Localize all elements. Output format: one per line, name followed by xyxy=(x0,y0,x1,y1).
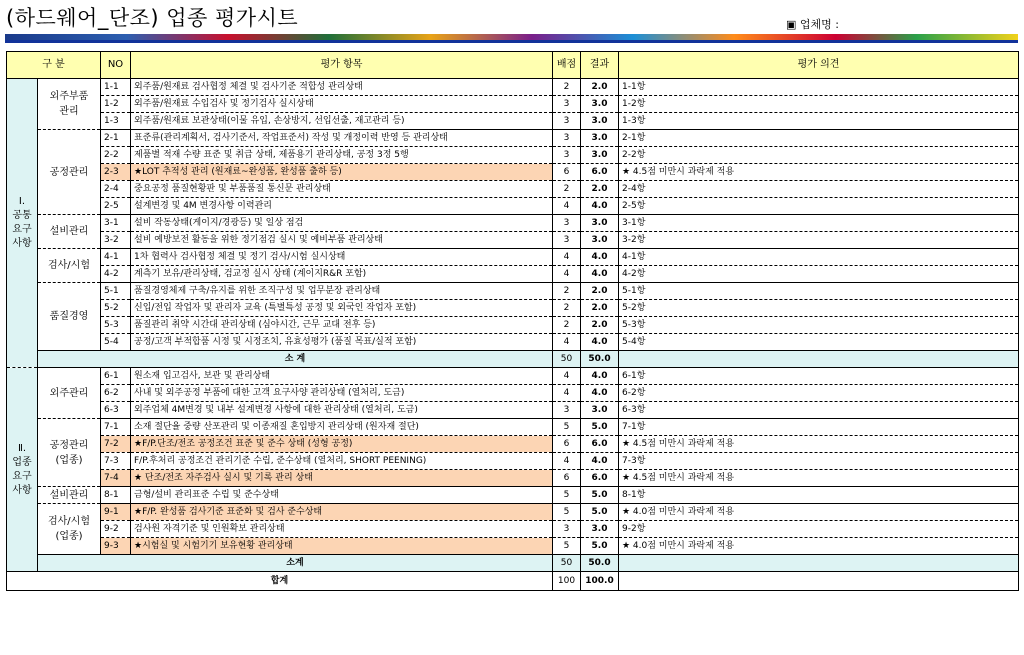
item-result: 5.0 xyxy=(581,419,619,436)
item-result: 3.0 xyxy=(581,147,619,164)
item-result: 3.0 xyxy=(581,113,619,130)
table-row xyxy=(7,487,1019,504)
table-row xyxy=(7,96,1019,113)
table-row xyxy=(7,385,1019,402)
item-number: 4-1 xyxy=(101,249,131,266)
group-label: 공정관리 xyxy=(38,130,101,215)
evaluation-item: 공정/고객 부적합품 시정 및 시정조치, 유효성평가 (품질 목표/실적 포함) xyxy=(131,334,553,351)
item-opinion: 2-4항 xyxy=(619,181,1019,198)
item-result: 4.0 xyxy=(581,368,619,385)
subtotal-score: 50 xyxy=(553,351,581,368)
subtotal-row xyxy=(7,351,1019,368)
group-label: 설비관리 xyxy=(38,215,101,249)
evaluation-item: 외주업체 4M변경 및 내부 설계변경 사항에 대한 관리상태 (열처리, 도금) xyxy=(131,402,553,419)
item-score: 6 xyxy=(553,164,581,181)
item-result: 3.0 xyxy=(581,232,619,249)
item-score: 2 xyxy=(553,181,581,198)
item-number: 2-1 xyxy=(101,130,131,147)
table-row xyxy=(7,130,1019,147)
item-result: 4.0 xyxy=(581,266,619,283)
item-number: 5-2 xyxy=(101,300,131,317)
item-result: 4.0 xyxy=(581,453,619,470)
evaluation-table xyxy=(6,51,1019,591)
evaluation-item: 중요공정 품질현황판 및 부품품질 통신문 관리상태 xyxy=(131,181,553,198)
item-opinion: 6-3항 xyxy=(619,402,1019,419)
section-label: Ⅱ. 업종 요구 사항 xyxy=(7,368,38,572)
table-row xyxy=(7,147,1019,164)
item-score: 6 xyxy=(553,470,581,487)
group-label: 설비관리 xyxy=(38,487,101,504)
item-opinion: 5-3항 xyxy=(619,317,1019,334)
item-number: 5-1 xyxy=(101,283,131,300)
item-score: 3 xyxy=(553,521,581,538)
item-opinion: 5-4항 xyxy=(619,334,1019,351)
evaluation-item: 품질경영체제 구축/유지를 위한 조직구성 및 업무분장 관리상태 xyxy=(131,283,553,300)
item-score: 4 xyxy=(553,198,581,215)
item-result: 4.0 xyxy=(581,198,619,215)
evaluation-item: 검사원 자격기준 및 인원확보 관리상태 xyxy=(131,521,553,538)
subtotal-label: 소 계 xyxy=(38,351,553,368)
item-number: 7-4 xyxy=(101,470,131,487)
item-number: 5-4 xyxy=(101,334,131,351)
item-score: 5 xyxy=(553,538,581,555)
evaluation-item: 외주품/원재료 수입검사 및 정기검사 실시상태 xyxy=(131,96,553,113)
item-opinion: 7-3항 xyxy=(619,453,1019,470)
item-number: 9-2 xyxy=(101,521,131,538)
item-number: 9-1 xyxy=(101,504,131,521)
table-row xyxy=(7,249,1019,266)
evaluation-item: 설비 예방보전 활동을 위한 정기점검 실시 및 예비부품 관리상태 xyxy=(131,232,553,249)
item-opinion: 8-1항 xyxy=(619,487,1019,504)
evaluation-item: ★F/P.단조/전조 공정조건 표준 및 준수 상태 (성형 공정) xyxy=(131,436,553,453)
table-row xyxy=(7,215,1019,232)
item-number: 7-2 xyxy=(101,436,131,453)
item-number: 2-2 xyxy=(101,147,131,164)
item-opinion: 4-1항 xyxy=(619,249,1019,266)
table-row xyxy=(7,181,1019,198)
table-row xyxy=(7,470,1019,487)
evaluation-item: 사내 및 외주공정 부품에 대한 고객 요구사양 관리상태 (열처리, 도금) xyxy=(131,385,553,402)
item-score: 3 xyxy=(553,96,581,113)
item-number: 3-2 xyxy=(101,232,131,249)
item-score: 4 xyxy=(553,249,581,266)
evaluation-item: ★F/P. 완성품 검사기준 표준화 및 검사 준수상태 xyxy=(131,504,553,521)
table-row xyxy=(7,504,1019,521)
evaluation-item: 품질관리 취약 시간대 관리상태 (심야시간, 근무 교대 전후 등) xyxy=(131,317,553,334)
col-header-item: 평가 항목 xyxy=(131,52,553,79)
item-opinion: 4-2항 xyxy=(619,266,1019,283)
item-opinion: 5-2항 xyxy=(619,300,1019,317)
item-number: 1-2 xyxy=(101,96,131,113)
group-label: 공정관리 (업종) xyxy=(38,419,101,487)
evaluation-item: 외주품/원재료 검사협정 체결 및 검사기준 적합성 관리상태 xyxy=(131,79,553,96)
section-label: Ⅰ. 공통 요구 사항 xyxy=(7,79,38,368)
subtotal-opinion xyxy=(619,555,1019,572)
item-score: 5 xyxy=(553,487,581,504)
total-result: 100.0 xyxy=(581,572,619,591)
item-number: 6-3 xyxy=(101,402,131,419)
item-result: 4.0 xyxy=(581,334,619,351)
evaluation-item: 외주품/원재료 보관상태(이물 유입, 손상방지, 선입선출, 재고관리 등) xyxy=(131,113,553,130)
evaluation-item: F/P.후처리 공정조건 관리기준 수립, 준수상태 (열처리, SHORT PEENING) xyxy=(131,453,553,470)
item-score: 2 xyxy=(553,283,581,300)
evaluation-item: 금형/설비 관리표준 수립 및 준수상태 xyxy=(131,487,553,504)
item-opinion: 2-2항 xyxy=(619,147,1019,164)
item-result: 5.0 xyxy=(581,538,619,555)
item-number: 3-1 xyxy=(101,215,131,232)
total-label: 합계 xyxy=(7,572,553,591)
item-opinion: ★ 4.5점 미만시 과락제 적용 xyxy=(619,164,1019,181)
table-header-row xyxy=(7,52,1019,79)
item-result: 3.0 xyxy=(581,130,619,147)
total-opinion xyxy=(619,572,1019,591)
item-number: 2-5 xyxy=(101,198,131,215)
item-score: 3 xyxy=(553,113,581,130)
group-label: 검사/시험 (업종) xyxy=(38,504,101,555)
col-header-result: 결과 xyxy=(581,52,619,79)
item-opinion: 1-2항 xyxy=(619,96,1019,113)
subtotal-label: 소계 xyxy=(38,555,553,572)
item-score: 4 xyxy=(553,368,581,385)
item-result: 5.0 xyxy=(581,487,619,504)
item-number: 6-2 xyxy=(101,385,131,402)
item-opinion: ★ 4.0점 미만시 과락제 적용 xyxy=(619,504,1019,521)
item-score: 3 xyxy=(553,402,581,419)
item-opinion: 1-1항 xyxy=(619,79,1019,96)
evaluation-item: 제품별 적재 수량 표준 및 취급 상태, 제품용기 관리상태, 공정 3정 5행 xyxy=(131,147,553,164)
evaluation-item: 계측기 보유/관리상태, 검교정 실시 상태 (계이지R&R 포함) xyxy=(131,266,553,283)
item-score: 5 xyxy=(553,504,581,521)
item-opinion: 6-1항 xyxy=(619,368,1019,385)
item-opinion: 3-2항 xyxy=(619,232,1019,249)
table-row xyxy=(7,538,1019,555)
table-row xyxy=(7,232,1019,249)
item-number: 2-4 xyxy=(101,181,131,198)
item-result: 6.0 xyxy=(581,470,619,487)
evaluation-item: 소재 절단율 중량 산포관리 및 이종재질 혼입방지 관리상태 (원자재 절단) xyxy=(131,419,553,436)
col-header-no: NO xyxy=(101,52,131,79)
item-result: 2.0 xyxy=(581,79,619,96)
item-number: 6-1 xyxy=(101,368,131,385)
item-number: 1-3 xyxy=(101,113,131,130)
group-label: 외주부품 관리 xyxy=(38,79,101,130)
sheet-title: (하드웨어_단조) 업종 평가시트 xyxy=(6,6,299,30)
item-opinion: 1-3항 xyxy=(619,113,1019,130)
item-result: 4.0 xyxy=(581,249,619,266)
evaluation-item: 표준류(관리계획서, 검사기준서, 작업표준서) 작성 및 개정이력 반영 등 관리상태 xyxy=(131,130,553,147)
item-score: 4 xyxy=(553,334,581,351)
group-label: 검사/시험 xyxy=(38,249,101,283)
item-opinion: 7-1항 xyxy=(619,419,1019,436)
table-row xyxy=(7,113,1019,130)
evaluation-item: 설비 작동상태(게이지/경광등) 및 일상 점검 xyxy=(131,215,553,232)
item-number: 5-3 xyxy=(101,317,131,334)
item-opinion: ★ 4.0점 미만시 과락제 적용 xyxy=(619,538,1019,555)
evaluation-item: 신입/전입 작업자 및 관리자 교육 (특별특성 공정 및 외국인 작업자 포함) xyxy=(131,300,553,317)
group-label: 품질경영 xyxy=(38,283,101,351)
item-score: 2 xyxy=(553,300,581,317)
item-opinion: 9-2항 xyxy=(619,521,1019,538)
table-row xyxy=(7,198,1019,215)
item-opinion: 6-2항 xyxy=(619,385,1019,402)
evaluation-item: ★시험실 및 시험기기 보유현황 관리상태 xyxy=(131,538,553,555)
item-score: 3 xyxy=(553,130,581,147)
item-score: 3 xyxy=(553,215,581,232)
item-result: 2.0 xyxy=(581,300,619,317)
evaluation-item: ★ 단조/전조 자주검사 실시 및 기록 관리 상태 xyxy=(131,470,553,487)
evaluation-item: 설계변경 및 4M 변경사항 이력관리 xyxy=(131,198,553,215)
total-row xyxy=(7,572,1019,591)
item-number: 1-1 xyxy=(101,79,131,96)
item-number: 7-1 xyxy=(101,419,131,436)
subtotal-row xyxy=(7,555,1019,572)
item-number: 7-3 xyxy=(101,453,131,470)
item-opinion: ★ 4.5점 미만시 과락제 적용 xyxy=(619,470,1019,487)
item-opinion: 3-1항 xyxy=(619,215,1019,232)
item-number: 8-1 xyxy=(101,487,131,504)
table-row xyxy=(7,317,1019,334)
item-result: 2.0 xyxy=(581,283,619,300)
item-opinion: 2-1항 xyxy=(619,130,1019,147)
table-row xyxy=(7,436,1019,453)
item-result: 2.0 xyxy=(581,181,619,198)
subtotal-opinion xyxy=(619,351,1019,368)
col-header-score: 배점 xyxy=(553,52,581,79)
item-result: 6.0 xyxy=(581,436,619,453)
table-row xyxy=(7,453,1019,470)
item-result: 2.0 xyxy=(581,317,619,334)
item-opinion: 5-1항 xyxy=(619,283,1019,300)
table-row xyxy=(7,419,1019,436)
evaluation-item: ★LOT 추적성 관리 (원재료~완성품, 완성품 출하 등) xyxy=(131,164,553,181)
table-body xyxy=(7,79,1019,591)
subtotal-result: 50.0 xyxy=(581,555,619,572)
header-rule xyxy=(5,40,1018,43)
item-opinion: ★ 4.5점 미만시 과락제 적용 xyxy=(619,436,1019,453)
item-score: 3 xyxy=(553,232,581,249)
table-row xyxy=(7,368,1019,385)
subtotal-score: 50 xyxy=(553,555,581,572)
item-score: 2 xyxy=(553,317,581,334)
company-name-label: ▣ 업체명 : xyxy=(786,18,839,31)
item-result: 3.0 xyxy=(581,215,619,232)
table-row xyxy=(7,300,1019,317)
col-header-category: 구 분 xyxy=(7,52,101,79)
item-score: 4 xyxy=(553,453,581,470)
subtotal-result: 50.0 xyxy=(581,351,619,368)
item-score: 3 xyxy=(553,147,581,164)
table-row xyxy=(7,334,1019,351)
evaluation-item: 1차 협력사 검사협정 체결 및 정기 검사/시험 실시상태 xyxy=(131,249,553,266)
item-result: 3.0 xyxy=(581,402,619,419)
total-score: 100 xyxy=(553,572,581,591)
group-label: 외주관리 xyxy=(38,368,101,419)
table-row xyxy=(7,283,1019,300)
col-header-opinion: 평가 의견 xyxy=(619,52,1019,79)
evaluation-item: 원소재 입고검사, 보관 및 관리상태 xyxy=(131,368,553,385)
item-number: 9-3 xyxy=(101,538,131,555)
table-row xyxy=(7,79,1019,96)
item-score: 4 xyxy=(553,385,581,402)
item-number: 2-3 xyxy=(101,164,131,181)
item-score: 2 xyxy=(553,79,581,96)
item-result: 6.0 xyxy=(581,164,619,181)
item-score: 5 xyxy=(553,419,581,436)
table-row xyxy=(7,402,1019,419)
item-result: 3.0 xyxy=(581,96,619,113)
item-result: 5.0 xyxy=(581,504,619,521)
item-number: 4-2 xyxy=(101,266,131,283)
item-result: 4.0 xyxy=(581,385,619,402)
item-score: 4 xyxy=(553,266,581,283)
table-row xyxy=(7,266,1019,283)
item-opinion: 2-5항 xyxy=(619,198,1019,215)
table-row xyxy=(7,521,1019,538)
item-score: 6 xyxy=(553,436,581,453)
item-result: 3.0 xyxy=(581,521,619,538)
table-row xyxy=(7,164,1019,181)
